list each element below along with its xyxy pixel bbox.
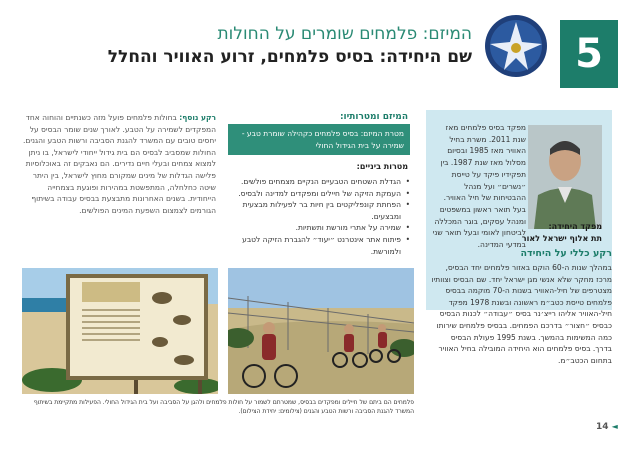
photo-caption: פלמחים הם ביתם של חיילים ומפקדים בבסיס, שמטרתם לשמור על חולות פלמחים ולהגן על הסביבה ועל בית הגידול החולי. הפעילות מתקיימת בשיתוף המשרד להגנת הסביבה ורשות הטבע והגנים (צילומים: יחידת הצילום).	[33, 399, 414, 415]
commander-photo	[528, 125, 602, 229]
extra-background	[20, 112, 216, 216]
background-title: רקע כללי על היחידה	[520, 248, 612, 259]
commander-caption-label: מפקד היחידה:	[548, 222, 602, 231]
objective-item: • שמירה על אתרי מורשת ותשתיות.	[228, 222, 410, 234]
objective-item: • הגדלת השטחים הטבעיים הנקיים מצמחים פולשים.	[228, 176, 410, 188]
unit-title: שם היחידה: בסיס פלמחים, זרוע האוויר והחלל	[107, 47, 472, 67]
section-number: 5	[560, 20, 618, 88]
project-title: המיזם: פלמחים שומרים על החולות	[217, 24, 472, 44]
page-number	[596, 422, 618, 432]
objective-item: • הפחתת קונפליקטים בין חיות בר לפעילות מבצעית ומבצעים.	[228, 199, 410, 222]
objective-item: • פיתוח אתר אינטרנט ״יעוד״ להגברת הזיקה לטבע ולמורשת.	[228, 234, 410, 257]
goal-box: מטרת המיזם: בסיס פלמחים כקהילה שומרת טבע - שמירה על בית הגידול החולי	[228, 124, 410, 155]
background-text: במהלך שנות ה-60 הוקם באזור פלמחים יחד הבסיס, מרכז מחקר שלא אנשי מגן ישראל יחד. שם הבסיס וצוותיו מצטרפים של חיל-האוויר בשנות ה-70 מוקמה בבסיס פלמחים טייסת כטב״מ ראשונה ובשנת 1978 מפקד חיל-האוויר אליהו רייצ׳נר בסיס ״עבודה״ לכנות הבסיס כבסיס ״חצור״ בדרכם הפמחים. בבסיס פלמחים שירותו כמה המשימות בהמשך. בשנת 1995 פעולת הבסיס בדרך. בסיס פלמחים הוא היחידה המובילה בחיל האוויר בתחום הכטב״מ.	[431, 263, 612, 365]
objectives-title: מטרות ביניים:	[356, 162, 408, 171]
objectives-list	[228, 176, 410, 257]
goal-title: המיזם ומטרותיו:	[339, 112, 408, 122]
commander-bio: מפקד בסיס פלמחים מאז שנת 2011. משרת בחיל האוויר מאז 1985 ובסיום מסלול מאז שנת 1987. בין תפקידיו פיקד על טייסת ״נשרים״ ועל מנהל ההבטיחות של חיל האוויר. בעל תואר ראשון במשפטים ומנהל עסקים, בוגר המכללה לביטחון לאומי ובעל תואר שני במדעי המדינה.	[432, 123, 526, 250]
objective-item: • העמקת הזיקה של חיילים ומפקדים למדינה ולבסיס.	[228, 188, 410, 200]
info-sign-photo	[22, 268, 218, 394]
extra-label: רקע נוסף:	[179, 113, 216, 122]
extra-text: בחולות פלמחים פועל מזה כשנתיים והוחוה אחד המפקדים לשמירה על הטבע. לאורך שנים שומר הבסיס על יחסים טובים עם המשרד להגנת הסביבה ורשות הטבע והגנים. החולות שמסביב לבסיס הם בית גידול ייחודי לישראל, בו ניתן למצוא צמחים ובעלי חיים נדירים. הם נאבקים זה באוכלוסיות פלישה הגדלות של מינים שמקורם מחוץ לישראל, בין היתר שיטה כחלחלה, המתפשטת במהירות ופוגעת בצמחייה הייחודית. בשנים האחרונות מתבצעת בבסיס עבודה בשיתוף הגורמים לצמצום השפעת המינים הפולשים.	[22, 113, 216, 215]
cyclists-photo	[228, 268, 414, 394]
page-number-text: 14	[596, 422, 609, 432]
unit-emblem-icon	[484, 14, 548, 78]
commander-caption-name: תת אלוף ישראל לאור	[521, 234, 602, 243]
page-arrow-icon: ◄	[611, 422, 618, 431]
